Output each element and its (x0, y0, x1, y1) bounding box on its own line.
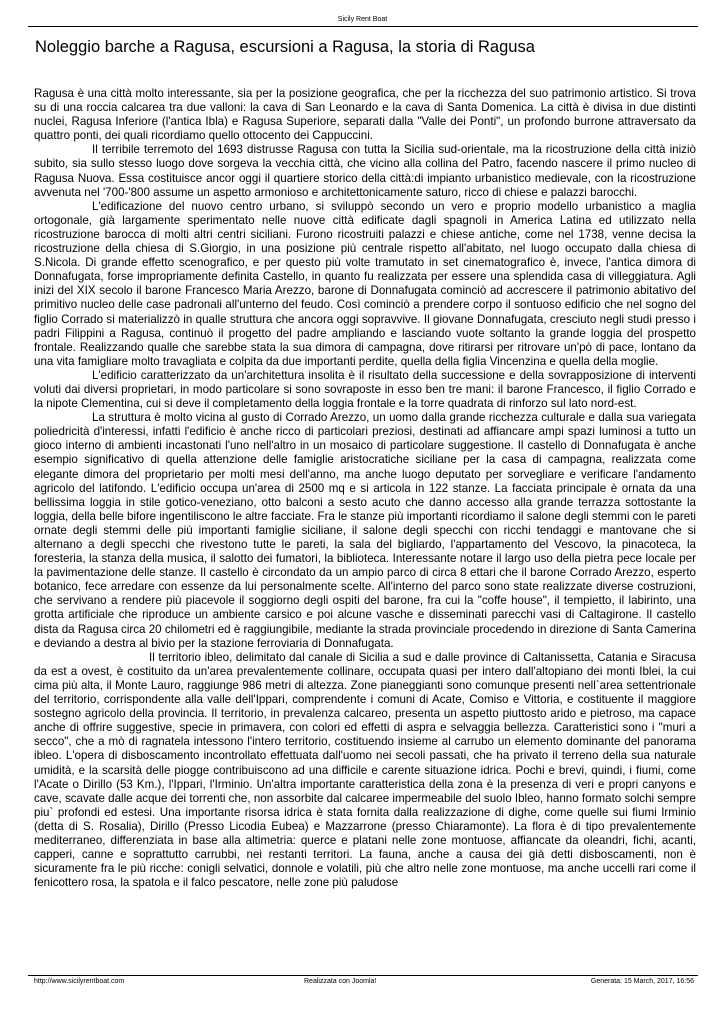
article-title: Noleggio barche a Ragusa, escursioni a Ragusa, la storia di Ragusa (35, 38, 535, 56)
header-divider (28, 26, 698, 27)
paragraph-earthquake: Il terribile terremoto del 1693 distrusse Ragusa con tutta la Sicilia sud-orientale, ma la ricostruzione della città iniziò subito, sia sullo stesso luogo dove sorgeva la vecchia città, che vicino alla collina del Patro, facendo nascere il primo nucleo di Ragusa Nuova. Essa costituisce ancor oggi il quartiere storico della città:di impianto urbanistico medievale, con la ricostruzione avvenuta nel '700-'800 assume un aspetto armonioso e architettonicamente saturo, ricco di chiese e palazzi barocchi. (34, 143, 696, 199)
footer-cms-credit: Realizzata con Joomla! (304, 978, 377, 985)
paragraph-building: L'edificio caratterizzato da un'architettura insolita è il risultato della successione e della sovrapposizione di interventi voluti dai diversi proprietari, in modo particolare si sono sovraposte in esso ben tre mani: il barone Francesco, il figlio Corrado e la nipote Clementina, cui si deve il completamento della loggia frontale e la torre quadrata di rinforzo sul lato nord-est. (34, 368, 696, 411)
paragraph-urban-development: L'edificazione del nuovo centro urbano, si sviluppò secondo un vero e proprio modello urbanistico a maglia ortogonale, già largamente sperimentato nelle nuove città edificate dagli spagnoli in America Latina ed utilizzato nella ricostruzione barocca di molti altri centri siciliani. Furono ricostruiti palazzi e chiese antiche, come nel 1738, venne decisa la ricostruzione della chiesa di S.Giorgio, in una posizione più centrale rispetto all'abitato, nel luogo occupato dalla chiesa di S.Nicola. Di grande effetto scenografico, e per questo più volte tramutato in set cinematografico è, invece, l'antica dimora di Donnafugata, forse impropriamente definita Castello, in quanto fu realizzata per essere una splendida casa di villeggiatura. Agli inizi del XIX secolo il barone Francesco Maria Arezzo, barone di Donnafugata cominciò ad accrescere il patrimonio abitativo del primitivo nucleo delle case padronali all'unterno del feudo. Così cominciò a prendere corpo il sontuoso edificio che nel sogno del figlio Corrado si materializzò in qualle struttura che ancora oggi sopravvive. Il giovane Donnafugata, cresciuto negli studi presso i padri Filippini a Ragusa, continuò il progetto del padre ampliando e lasciando vuote soltanto la grande loggia del prospetto frontale. Realizzando qualle che sarebbe stata la sua dimora di campagna, dove ritirarsi per ritrovare un'pò di pace, lontano da una vita famigliare molto travagliata e colpita da due importanti perdite, quella della figlia Vincenzina e quella della moglie. (34, 199, 696, 368)
paragraph-territory: Il territorio ibleo, delimitato dal canale di Sicilia a sud e dalle province di Caltanissetta, Catania e Siracusa da est a ovest, è costituito da un'area prevalentemente collinare, occupata quasi per intero dall'altopiano dei monti Iblei, la cui cima più alta, il Monte Lauro, raggiunge 986 metri di altezza. Zone pianeggianti sono comunque presenti nell`area settentrionale del territorio, corrispondente alla valle dell'Ippari, comprendente i comuni di Acate, Comiso e Vittoria, e costituente il maggiore sostegno agricolo della provincia. Il territorio, in prevalenza calcareo, presenta un aspetto piuttosto arido e pietroso, ma capace anche di offrire suggestive, specie in primavera, con colori ed effetti di aspra e selvaggia bellezza. Caratteristici sono i "muri a secco", che a mò di ragnatela intessono l'intero territorio, costituendo insieme al carrubo un elemento dominante del panorama ibleo. L'opera di disboscamento incontrollato effettuata dall'uomo nei secoli passati, che ha privato il terreno della sua naturale umidità, e la scarsità delle piogge contribuiscono ad una difficile e carente situazione idrica. Pochi e brevi, quindi, i fiumi, come l'Acate o Dirillo (53 Km.), l'Ippari, l'Irminio. Un'altra importante caratteristica della zona è la presenza di veri e propri canyons e cave, scavate dalle acque dei torrenti che, non assorbite dal calcaree impermeabile del suolo Ibleo, hanno formato solchi sempre piu` profondi ed estesi. Una importante risorsa idrica è stata fornita dalla realizzazione di dighe, come quelle sui fiumi Irminio (detta di S. Rosalia), Dirillo (Presso Licodia Eubea) e Mazzarrone (presso Chiaramonte). La flora è di tipo prevalentemente mediterraneo, differenziata in base alla altimetria: querce e platani nelle zone montuose, affiancate da oleandri, fichi, acanti, capperi, canne e soprattutto carrubbi, nei restanti territori. La fauna, anche a causa dei già detti disboscamenti, non è sicuramente fra le più ricche: conigli selvatici, donnole e volatili, più che altro nelle zone montuose, ma anche uccelli rari come il fenicottero rosa, la spatola e il falco pescatore, nelle zone più paludose (34, 650, 696, 890)
footer-site-link[interactable]: http://www.sicilyrentboat.com (34, 978, 125, 985)
footer-generated-date: Generata: 15 March, 2017, 16:56 (590, 978, 694, 985)
article-body (34, 87, 696, 890)
paragraph-castle: La struttura è molto vicina al gusto di Corrado Arezzo, un uomo dalla grande ricchezza culturale e dalla sua variegata poliedricità d'interessi, infatti l'edificio è anche ricco di particolari preziosi, destinati ad affiancare ampi spazi luminosi a tutto un gioco interno di ambienti incastonati l'uno nell'altro in un mosaico di particolare suggestione. Il castello di Donnafugata è anche esempio significativo di quella attenzione delle famiglie aristocratiche siciliane per la casa di campagna, realizzata come elegante dimora del proprietario per molti mesi dell'anno, ma anche luogo deputato per sorvegliare e verificare l'andamento agricolo del latifondo. L'edificio occupa un'area di 2500 mq e si articola in 122 stanze. La facciata principale è ornata da una bellissima loggia in stile gotico-veneziano, otto balconi a sesto acuto che danno accesso alla grande terrazza sottostante la loggia, della belle bifore ingentiliscono le altre facciate. Fra le stanze più importanti ricordiamo il salone degli stemmi con le pareti ornate degli stemmi delle più importanti famiglie siciliane, il salone degli specchi con ricchi tendaggi e mantovane che si alternano a degli specchi che rivestono tutte le pareti, la sala del bigliardo, l'appartamento del Vescovo, la pinacoteca, la foresteria, la stanza della musica, il salotto dei fumatori, la biblioteca. Interessante notare il largo uso della pietra pece locale per la pavimentazione delle stanze. Il castello è circondato da un ampio parco di circa 8 ettari che il barone Corrado Arezzo, esperto botanico, fece arredare con essenze da lui personalmente scelte. All'interno del parco sono state realizzate diverse costruzioni, che servivano a rendere più piacevole il soggiorno degli ospiti del barone, fra cui la "coffe house", il tempietto, il labirinto, una grotta artificiale che riproduce un ambiente carsico e poi alcune vasche e disseminati parecchi vasi di Caltagirone. Il castello dista da Ragusa circa 20 chilometri ed è raggiungibile, mediante la strada provinciale procedendo in direzione di Santa Camerina e deviando a destra al bivio per la stazione ferroviaria di Donnafugata. (34, 411, 696, 650)
footer-divider (28, 975, 698, 976)
paragraph-intro: Ragusa è una città molto interessante, sia per la posizione geografica, che per la ricchezza del suo patrimonio artistico. Si trova su di una roccia calcarea tra due valloni: la cava di San Leonardo e la cava di Santa Domenica. La città è divisa in due distinti nuclei, Ragusa Inferiore (l'antica Ibla) e Ragusa Superiore, separati dalla "Valle dei Ponti", un profondo burrone attraversato da quattro ponti, dei quali ricordiamo quello ottocento dei Cappuccini. (34, 87, 696, 143)
site-name: Sicily Rent Boat (337, 16, 388, 23)
